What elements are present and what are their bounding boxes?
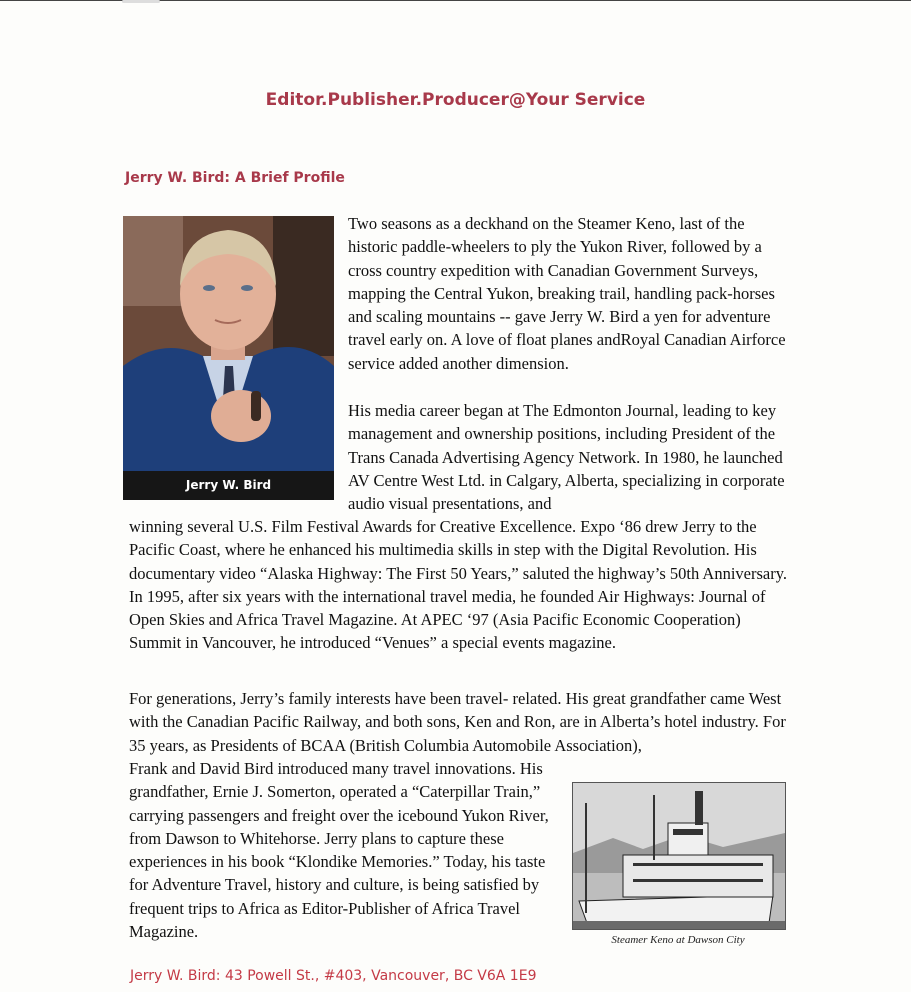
portrait-caption: Jerry W. Bird — [123, 471, 334, 500]
profile-heading: Jerry W. Bird: A Brief Profile — [125, 170, 345, 186]
footer-contact: Jerry W. Bird: 43 Powell St., #403, Vancouver, BC V6A 1E9 — [130, 968, 537, 984]
steamer-caption: Steamer Keno at Dawson City — [611, 934, 745, 946]
paragraph-grandfather: Frank and David Bird introduced many travel innovations. His grandfather, Ernie J. Somerton, operated a “Caterpillar Train,” carrying passengers and freight over the icebound Yukon River, from Dawson to Whitehorse. Jerry plans to capture these experiences in his book “Klondike Memories.” Today, his taste for Adventure Travel, history and culture, is being satisfied by frequent trips to Africa as Editor-Publisher of Africa Travel Magazine. — [129, 759, 549, 942]
steamer-image — [573, 783, 785, 929]
paragraph-career-end: winning several U.S. Film Festival Awards for Creative Excellence. Expo ‘86 drew Jerry to the Pacific Coast, where he enhanced his multimedia skills in step with the Digital Revolution. His documentary video “Alaska Highway: The First 50 Years,” saluted the highway’s 50th Anniversary. In 1995, after six years with the international travel media, he founded Air Highways: Journal of Open Skies and Africa Travel Magazine. At APEC ‘97 (Asia Pacific Economic Cooperation) Summit in Vancouver, he introduced “Venues” a special events magazine. — [129, 517, 788, 653]
paragraph-career-start: His media career began at The Edmonton Journal, leading to key management and ownership positions, including President of the Trans Canada Advertising Agency Network. In 1980, he launched AV Centre West Ltd. in Calgary, Alberta, specializing in corporate audio visual presentations, and — [348, 401, 785, 514]
steamer-photo — [572, 782, 786, 930]
paragraph-intro: Two seasons as a deckhand on the Steamer Keno, last of the historic paddle-wheelers to ply the Yukon River, followed by a cross country expedition with Canadian Government Surveys, mapping the Central Yukon, breaking trail, handling pack-horses and scaling mountains -- gave Jerry W. Bird a yen for adventure travel early on. A love of float planes andRoyal Canadian Airforce service added another dimension. — [348, 214, 786, 373]
page-title: Editor.Publisher.Producer@Your Service — [265, 90, 646, 110]
portrait-image — [123, 216, 334, 471]
paragraph-family: For generations, Jerry’s family interests have been travel- related. His great grandfather came West with the Canadian Pacific Railway, and both sons, Ken and Ron, are in Alberta’s hotel industry. For 35 years, as Presidents of BCAA (British Columbia Automobile Association), — [129, 689, 786, 755]
portrait-photo — [123, 216, 334, 500]
scan-smudge — [122, 0, 160, 3]
